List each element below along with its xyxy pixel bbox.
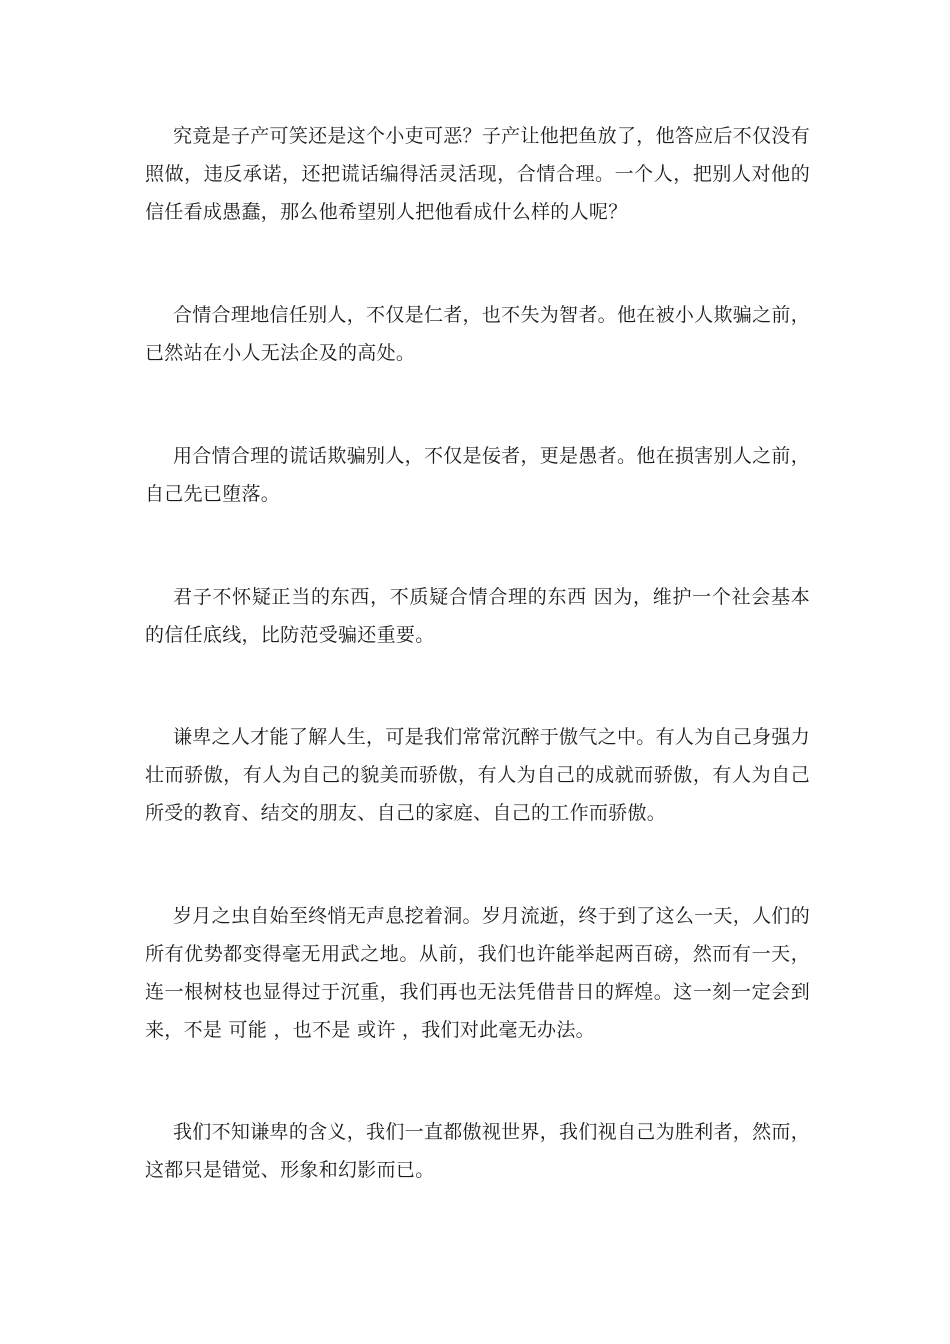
paragraph-2: 合情合理地信任别人，不仅是仁者，也不失为智者。他在被小人欺骗之前，已然站在小人无法企及的高处。	[145, 304, 810, 364]
paragraph-4: 君子不怀疑正当的东西，不质疑合情合理的东西 因为，维护一个社会基本的信任底线，比防范受骗还重要。	[145, 586, 810, 646]
paragraph-5: 谦卑之人才能了解人生，可是我们常常沉醉于傲气之中。有人为自己身强力壮而骄傲，有人为自己的貌美而骄傲，有人为自己的成就而骄傲，有人为自己所受的教育、结交的朋友、自己的家庭、自己的工作而骄傲。	[145, 726, 810, 824]
document-page	[145, 0, 810, 1344]
paragraph-6: 岁月之虫自始至终悄无声息挖着洞。岁月流逝，终于到了这么一天，人们的所有优势都变得毫无用武之地。从前，我们也许能举起两百磅，然而有一天，连一根树枝也显得过于沉重，我们再也无法凭借昔日的辉煌。这一刻一定会到来，不是 可能 ，也不是 或许 ，我们对此毫无办法。	[145, 905, 810, 1041]
paragraph-1: 究竟是子产可笑还是这个小吏可恶？子产让他把鱼放了，他答应后不仅没有照做，违反承诺，还把谎话编得活灵活现，合情合理。一个人，把别人对他的信任看成愚蠢，那么他希望别人把他看成什么样的人呢？	[145, 125, 810, 223]
paragraph-7: 我们不知谦卑的含义，我们一直都傲视世界，我们视自己为胜利者，然而，这都只是错觉、形象和幻影而已。	[145, 1121, 810, 1181]
paragraph-3: 用合情合理的谎话欺骗别人，不仅是佞者，更是愚者。他在损害别人之前，自己先已堕落。	[145, 445, 810, 505]
